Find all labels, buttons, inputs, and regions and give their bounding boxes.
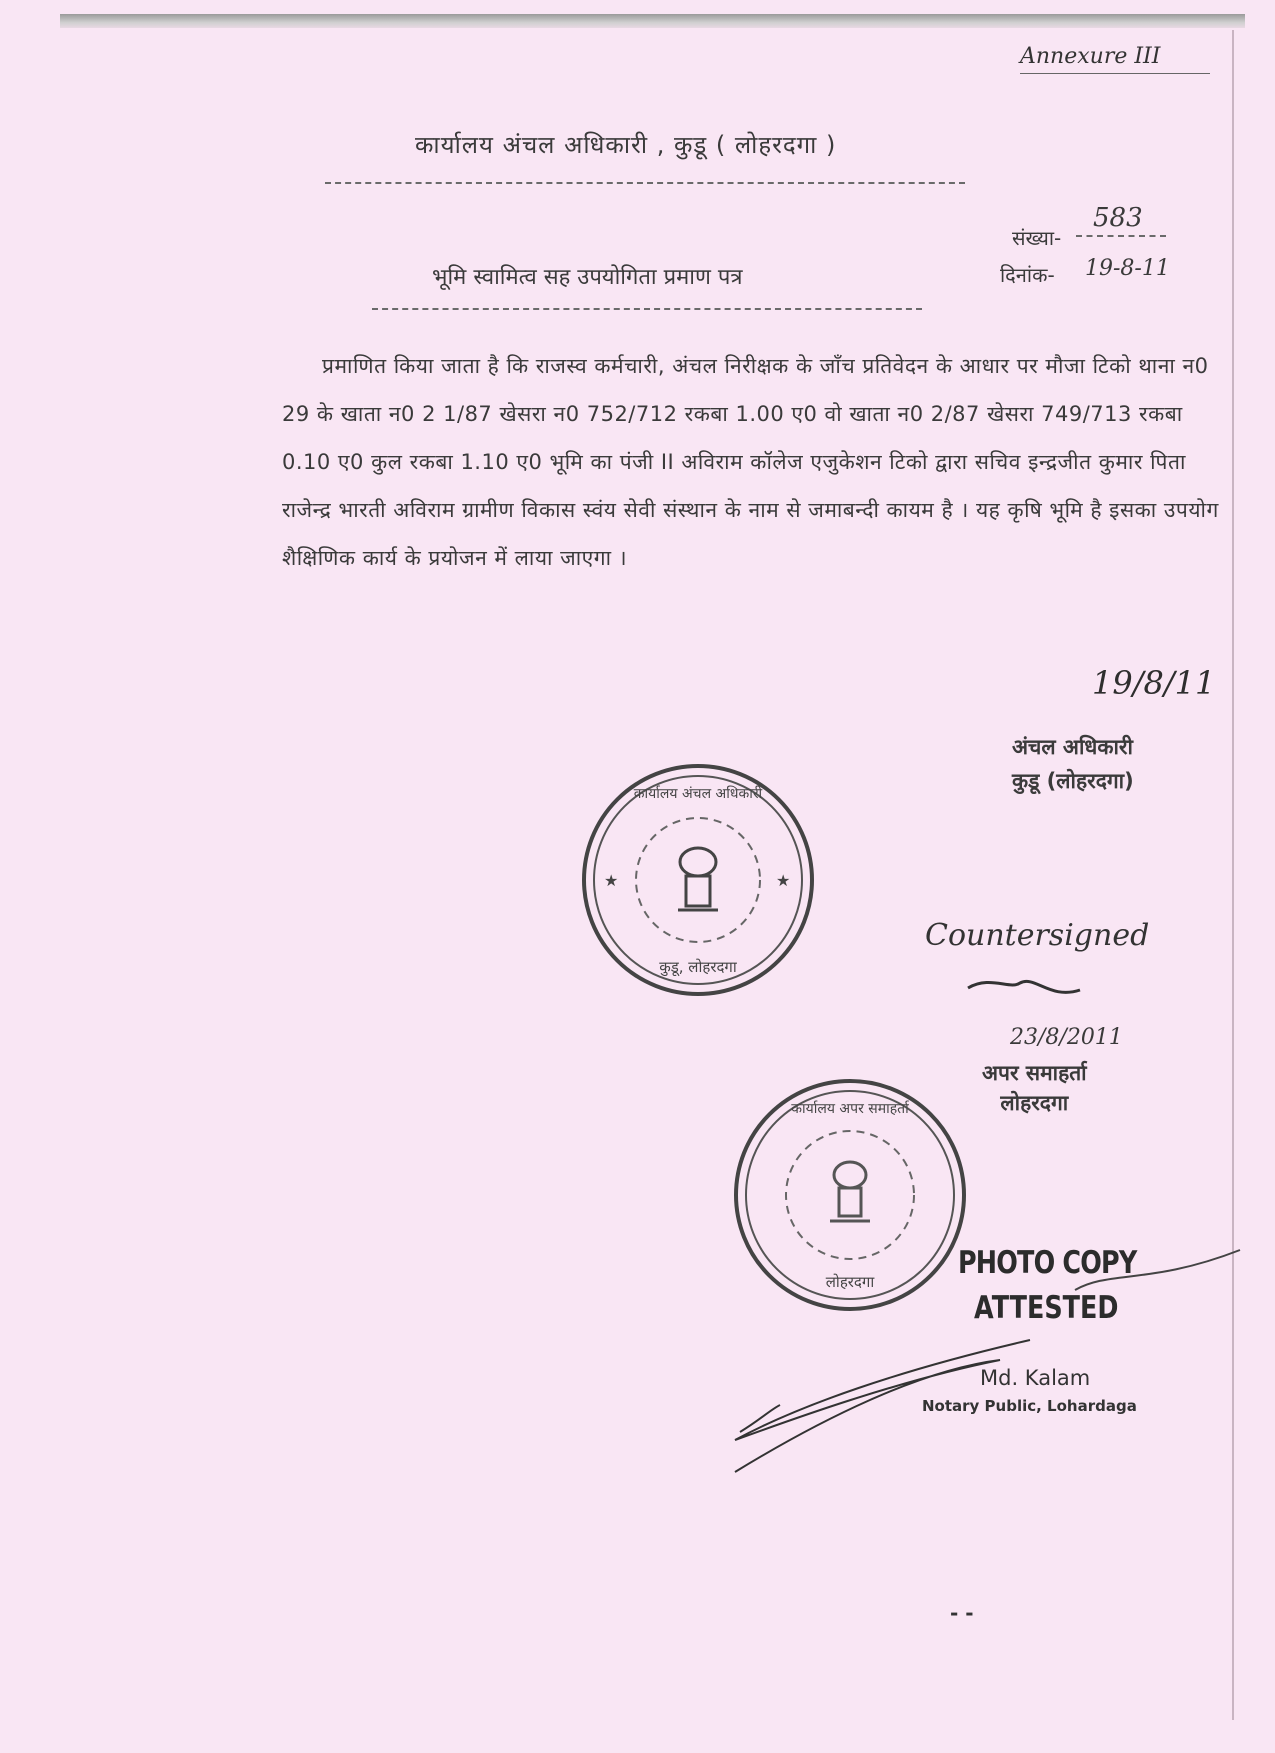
- certificate-body: प्रमाणित किया जाता है कि राजस्व कर्मचारी, अंचल निरीक्षक के जाँच प्रतिवेदन के आधार पर मौजा टिको थाना न0 29 के खाता न0 2 1/87 खेसरा न0 752/712 रकबा 1.00 ए0 वो खाता न0 2/87 खेसरा 749/713 रकबा 0.10 ए0 कुल रकबा 1.10 ए0 भूमि का पंजी II अविराम कॉलेज एजुकेशन टिको द्वारा सचिव इन्द्रजीत कुमार पिता राजेन्द्र भारती अविराम ग्रामीण विकास स्वंय सेवी संस्थान के नाम से जमाबन्दी कायम है । यह कृषि भूमि है इसका उपयोग शैक्षिणिक कार्य के प्रयोजन में लाया जाएगा ।: [282, 354, 1219, 570]
- date-value: 19-8-11: [1085, 256, 1170, 281]
- officer-title: अंचल अधिकारी: [1012, 735, 1133, 759]
- certificate-title: भूमि स्वामित्व सह उपयोगिता प्रमाण पत्र: [432, 265, 743, 290]
- number-value: 583: [1093, 203, 1143, 233]
- additional-collector-stamp: [982, 1058, 1087, 1118]
- collector-seal: [730, 1075, 970, 1315]
- additional-collector-place: लोहरदगा: [1000, 1091, 1069, 1115]
- photocopy-stamp-line2: ATTESTED: [974, 1290, 1119, 1326]
- seal2-top-text: कार्यालय अपर समाहर्ता: [791, 1101, 909, 1117]
- seal1-bottom-text: कुडू, लोहरदगा: [659, 958, 737, 976]
- additional-collector-title: अपर समाहर्ता: [982, 1061, 1087, 1085]
- annexure-label: Annexure III: [1020, 44, 1161, 69]
- officer-signature: 19/8/11: [1092, 664, 1216, 702]
- svg-text:★: ★: [776, 871, 791, 890]
- svg-text:★: ★: [604, 871, 619, 890]
- notary-title: Notary Public, Lohardaga: [922, 1397, 1137, 1415]
- office-heading: कार्यालय अंचल अधिकारी , कुडू ( लोहरदगा ): [415, 131, 837, 159]
- notary-name: Md. Kalam: [980, 1366, 1091, 1390]
- photocopy-stamp-line1: PHOTO COPY: [958, 1245, 1137, 1281]
- seal1-top-text: कार्यालय अंचल अधिकारी: [633, 786, 763, 802]
- countersign-scribble: [968, 981, 1080, 992]
- countersign-date: 23/8/2011: [1010, 1025, 1123, 1050]
- footer-marks: - -: [950, 1601, 974, 1625]
- officer-place: कुडू (लोहरदगा): [1012, 769, 1134, 793]
- date-label: दिनांक-: [1000, 263, 1055, 287]
- seal2-bottom-text: लोहरदगा: [825, 1273, 875, 1291]
- number-label: संख्या-: [1012, 226, 1062, 250]
- countersigned-note: Countersigned: [925, 918, 1150, 953]
